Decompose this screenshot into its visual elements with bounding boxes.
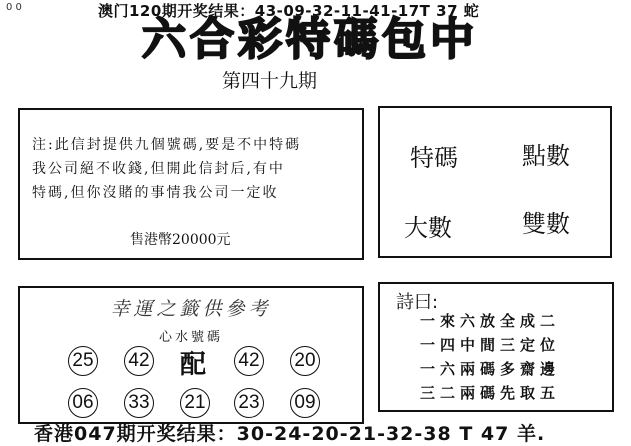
- number-ball: 33: [124, 388, 154, 418]
- lucky-numbers-box: [18, 286, 364, 424]
- notice-line: 特碼,但你沒賭的事情我公司一定收: [32, 185, 279, 201]
- number-ball: 21: [180, 388, 210, 418]
- hongkong-draw-result: 香港047期开奖结果：30-24-20-21-32-38 T 47 羊.: [34, 423, 546, 445]
- pair-label: 配: [180, 350, 207, 380]
- price-label: 售港幣20000元: [130, 232, 231, 248]
- lucky-title: 幸運之籤供參考: [110, 298, 272, 320]
- poem-line: 三二兩碼先取五: [420, 384, 561, 402]
- macau-draw-result: 澳门120期开奖结果：43-09-32-11-41-17T 37 蛇: [98, 2, 480, 20]
- number-ball: 42: [234, 346, 264, 376]
- category-special-number: 特碼: [410, 144, 458, 172]
- number-ball: 25: [68, 346, 98, 376]
- number-ball: 06: [68, 388, 98, 418]
- notice-box: [18, 108, 364, 260]
- notice-line: 我公司絕不收錢,但開此信封后,有中: [32, 161, 285, 177]
- number-ball: 20: [290, 346, 320, 376]
- main-title: [120, 8, 500, 68]
- number-ball: 42: [124, 346, 154, 376]
- poem-line: 一六兩碼多齋邊: [420, 360, 561, 378]
- poem-box: [378, 282, 614, 412]
- category-box: [378, 106, 612, 258]
- poem-line: 一四中間三定位: [420, 336, 561, 354]
- poem-line: 一來六放全成二: [420, 312, 561, 330]
- corner-mark: 0 0: [6, 2, 22, 13]
- category-big-number: 大數: [404, 214, 452, 242]
- number-ball: 09: [290, 388, 320, 418]
- main-title-text: 六合彩特碼包中: [142, 14, 478, 65]
- notice-line: 注:此信封提供九個號碼,要是不中特碼: [32, 137, 302, 153]
- poem-heading: 詩曰:: [396, 292, 439, 313]
- issue-number: 第四十九期: [222, 70, 318, 92]
- category-even-number: 雙數: [522, 210, 570, 238]
- lucky-subtitle: 心水號碼: [158, 330, 223, 345]
- category-points: 點數: [522, 142, 570, 170]
- number-ball: 23: [234, 388, 264, 418]
